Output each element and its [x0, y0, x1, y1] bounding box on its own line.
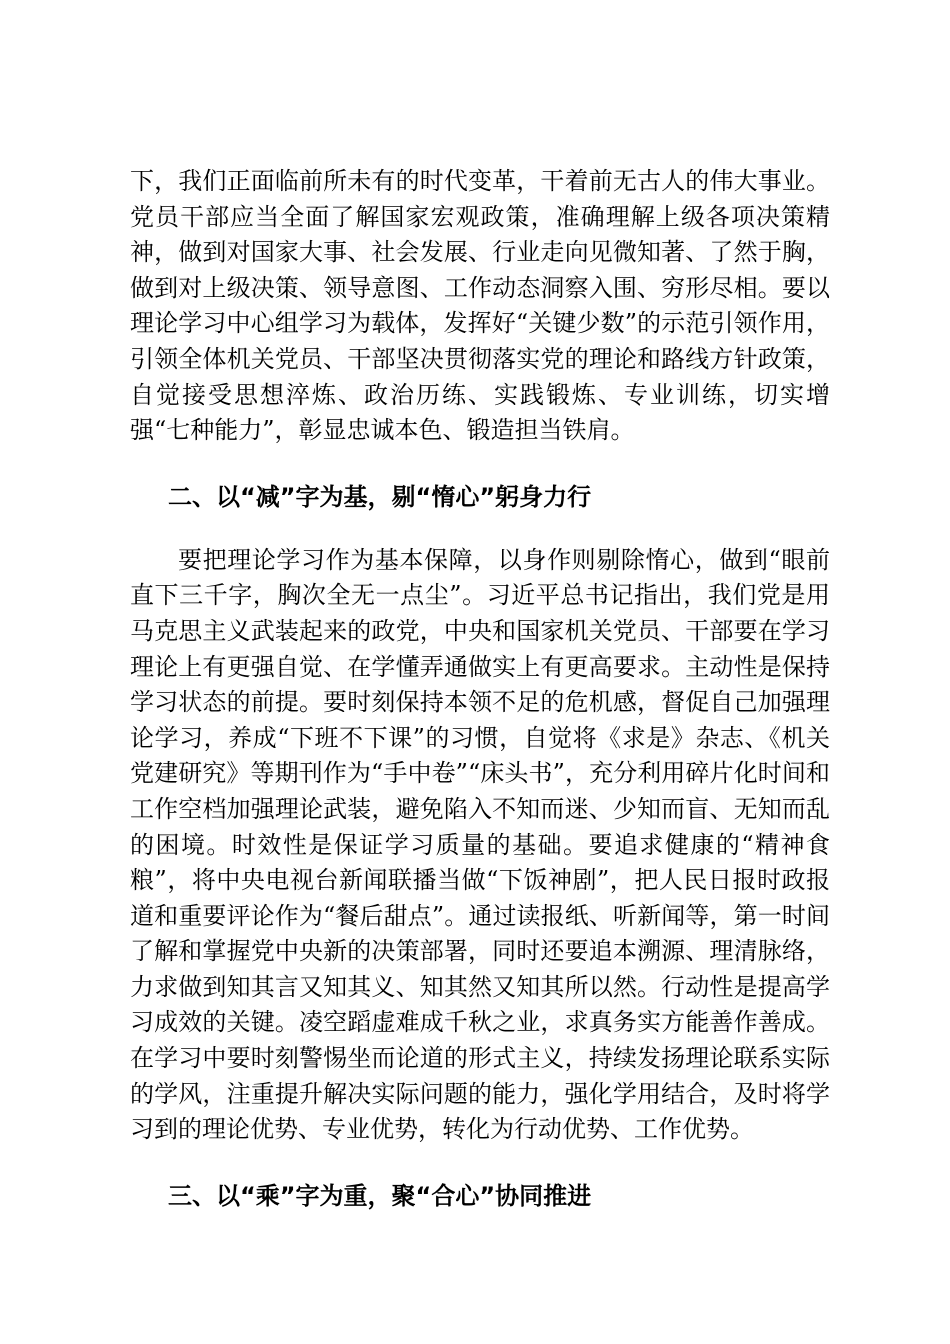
- document-body: [130, 164, 830, 1214]
- section-heading-2: 二、以“减”字为基，剔“惰心”躬身力行: [168, 482, 592, 511]
- section-heading-3: 三、以“乘”字为重，聚“合心”协同推进: [168, 1181, 592, 1210]
- paragraph-section-2: 要把理论学习作为基本保障，以身作则剔除惰心，做到“眼前直下三千字，胸次全无一点尘”。习近平总书记指出，我们党是用马克思主义武装起来的政党，中央和国家机关党员、干部要在学习理论上有更强自觉、在学懂弄通做实上有更高要求。主动性是保持学习状态的前提。要时刻保持本领不足的危机感，督促自己加强理论学习，养成“下班不下课”的习惯，自觉将《求是》杂志、《机关党建研究》等期刊作为“手中卷”“床头书”，充分利用碎片化时间和工作空档加强理论武装，避免陷入不知而迷、少知而盲、无知而乱的困境。时效性是保证学习质量的基础。要追求健康的“精神食粮”，将中央电视台新闻联播当做“下饭神剧”，把人民日报时政报道和重要评论作为“餐后甜点”。通过读报纸、听新闻等，第一时间了解和掌握党中央新的决策部署，同时还要追本溯源、理清脉络，力求做到知其言又知其义、知其然又知其所以然。行动性是提高学习成效的关键。凌空蹈虚难成千秋之业，求真务实方能善作善成。在学习中要时刻警惕坐而论道的形式主义，持续发扬理论联系实际的学风，注重提升解决实际问题的能力，强化学用结合，及时将学习到的理论优势、专业优势，转化为行动优势、工作优势。: [130, 545, 830, 1144]
- paragraph-continued: 下，我们正面临前所未有的时代变革，干着前无古人的伟大事业。党员干部应当全面了解国家宏观政策，准确理解上级各项决策精神，做到对国家大事、社会发展、行业走向见微知著、了然于胸，做到对上级决策、领导意图、工作动态洞察入围、穷形尽相。要以理论学习中心组学习为载体，发挥好“关键少数”的示范引领作用，引领全体机关党员、干部坚决贯彻落实党的理论和路线方针政策，自觉接受思想淬炼、政治历练、实践锻炼、专业训练，切实增强“七种能力”，彰显忠诚本色、锻造担当铁肩。: [130, 167, 830, 445]
